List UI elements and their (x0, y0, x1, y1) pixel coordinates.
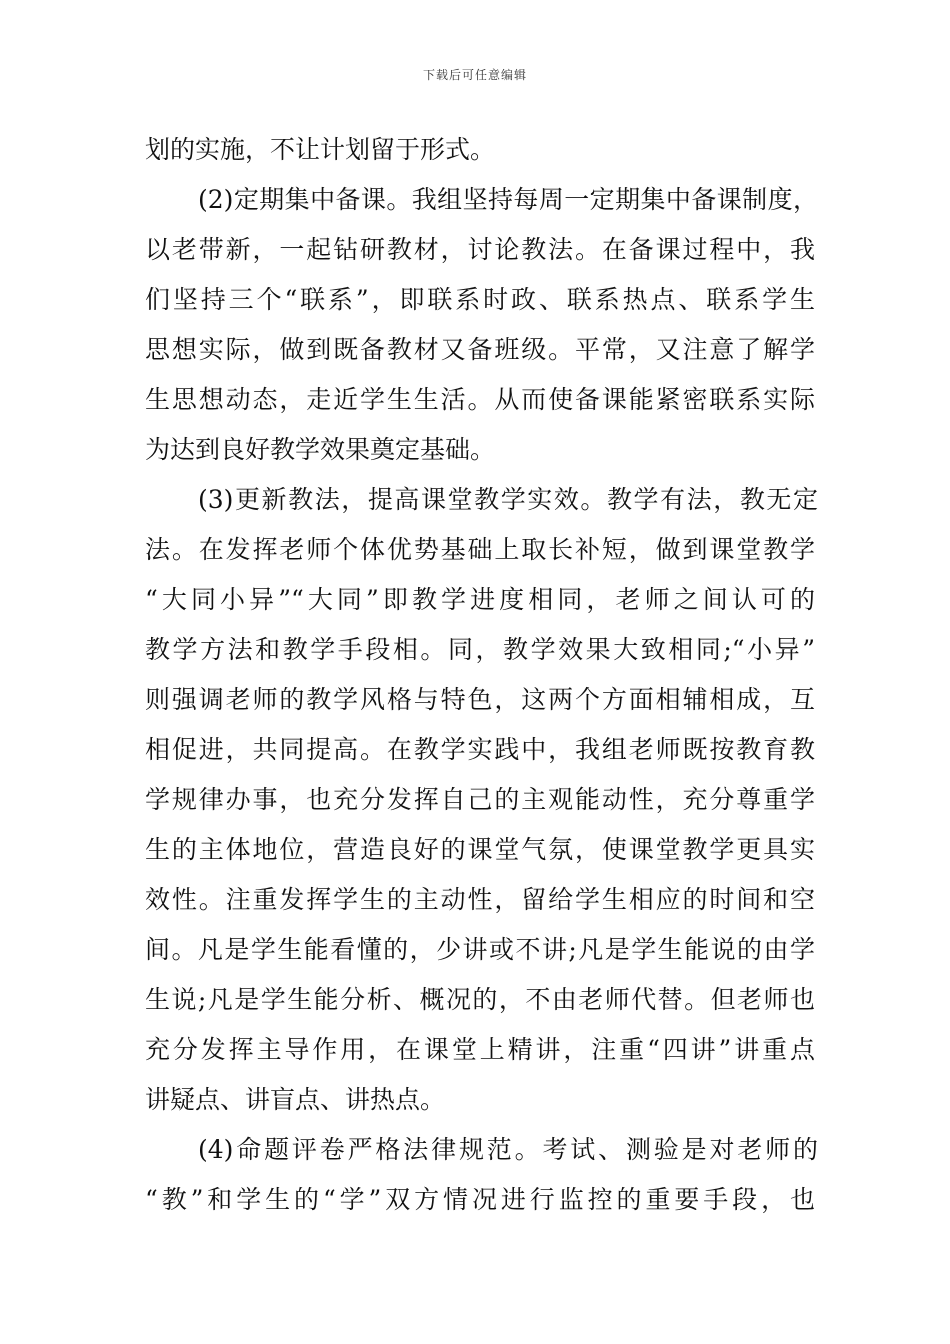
text-line: 教学方法和教学手段相。同，教学效果大致相同;“小异” (145, 635, 815, 664)
text-line: 们坚持三个“联系”，即联系时政、联系热点、联系学生 (145, 285, 815, 314)
text-line: 相促进，共同提高。在教学实践中，我组老师既按教育教 (145, 735, 815, 764)
text-line: 充分发挥主导作用，在课堂上精讲，注重“四讲”讲重点 (145, 1035, 815, 1064)
text-line: 法。在发挥老师个体优势基础上取长补短，做到课堂教学 (145, 535, 815, 564)
text-line: 生说;凡是学生能分析、概况的，不由老师代替。但老师也 (145, 985, 815, 1014)
text-line: (3)更新教法，提高课堂教学实效。教学有法，教无定 (198, 485, 818, 514)
text-line: 则强调老师的教学风格与特色，这两个方面相辅相成，互 (145, 685, 815, 714)
text-line: “教”和学生的“学”双方情况进行监控的重要手段，也 (145, 1185, 815, 1214)
text-line: 思想实际，做到既备教材又备班级。平常，又注意了解学 (145, 335, 815, 364)
text-line: 划的实施，不让计划留于形式。 (145, 135, 496, 164)
text-line: 生思想动态，走近学生生活。从而使备课能紧密联系实际 (145, 385, 815, 414)
text-line: “大同小异”“大同”即教学进度相同，老师之间认可的 (145, 585, 815, 614)
text-line: 效性。注重发挥学生的主动性，留给学生相应的时间和空 (145, 885, 815, 914)
text-line: (4)命题评卷严格法律规范。考试、测验是对老师的 (198, 1135, 818, 1164)
text-line: 学规律办事，也充分发挥自己的主观能动性，充分尊重学 (145, 785, 815, 814)
text-line: 为达到良好教学效果奠定基础。 (145, 435, 496, 464)
page-header: 下载后可任意编辑 (422, 68, 527, 82)
text-line: 以老带新，一起钻研教材，讨论教法。在备课过程中，我 (145, 235, 815, 264)
text-line: 间。凡是学生能看懂的，少讲或不讲;凡是学生能说的由学 (145, 935, 815, 964)
text-line: 讲疑点、讲盲点、讲热点。 (145, 1085, 446, 1114)
text-line: (2)定期集中备课。我组坚持每周一定期集中备课制度， (198, 185, 818, 214)
text-line: 生的主体地位，营造良好的课堂气氛，使课堂教学更具实 (145, 835, 815, 864)
